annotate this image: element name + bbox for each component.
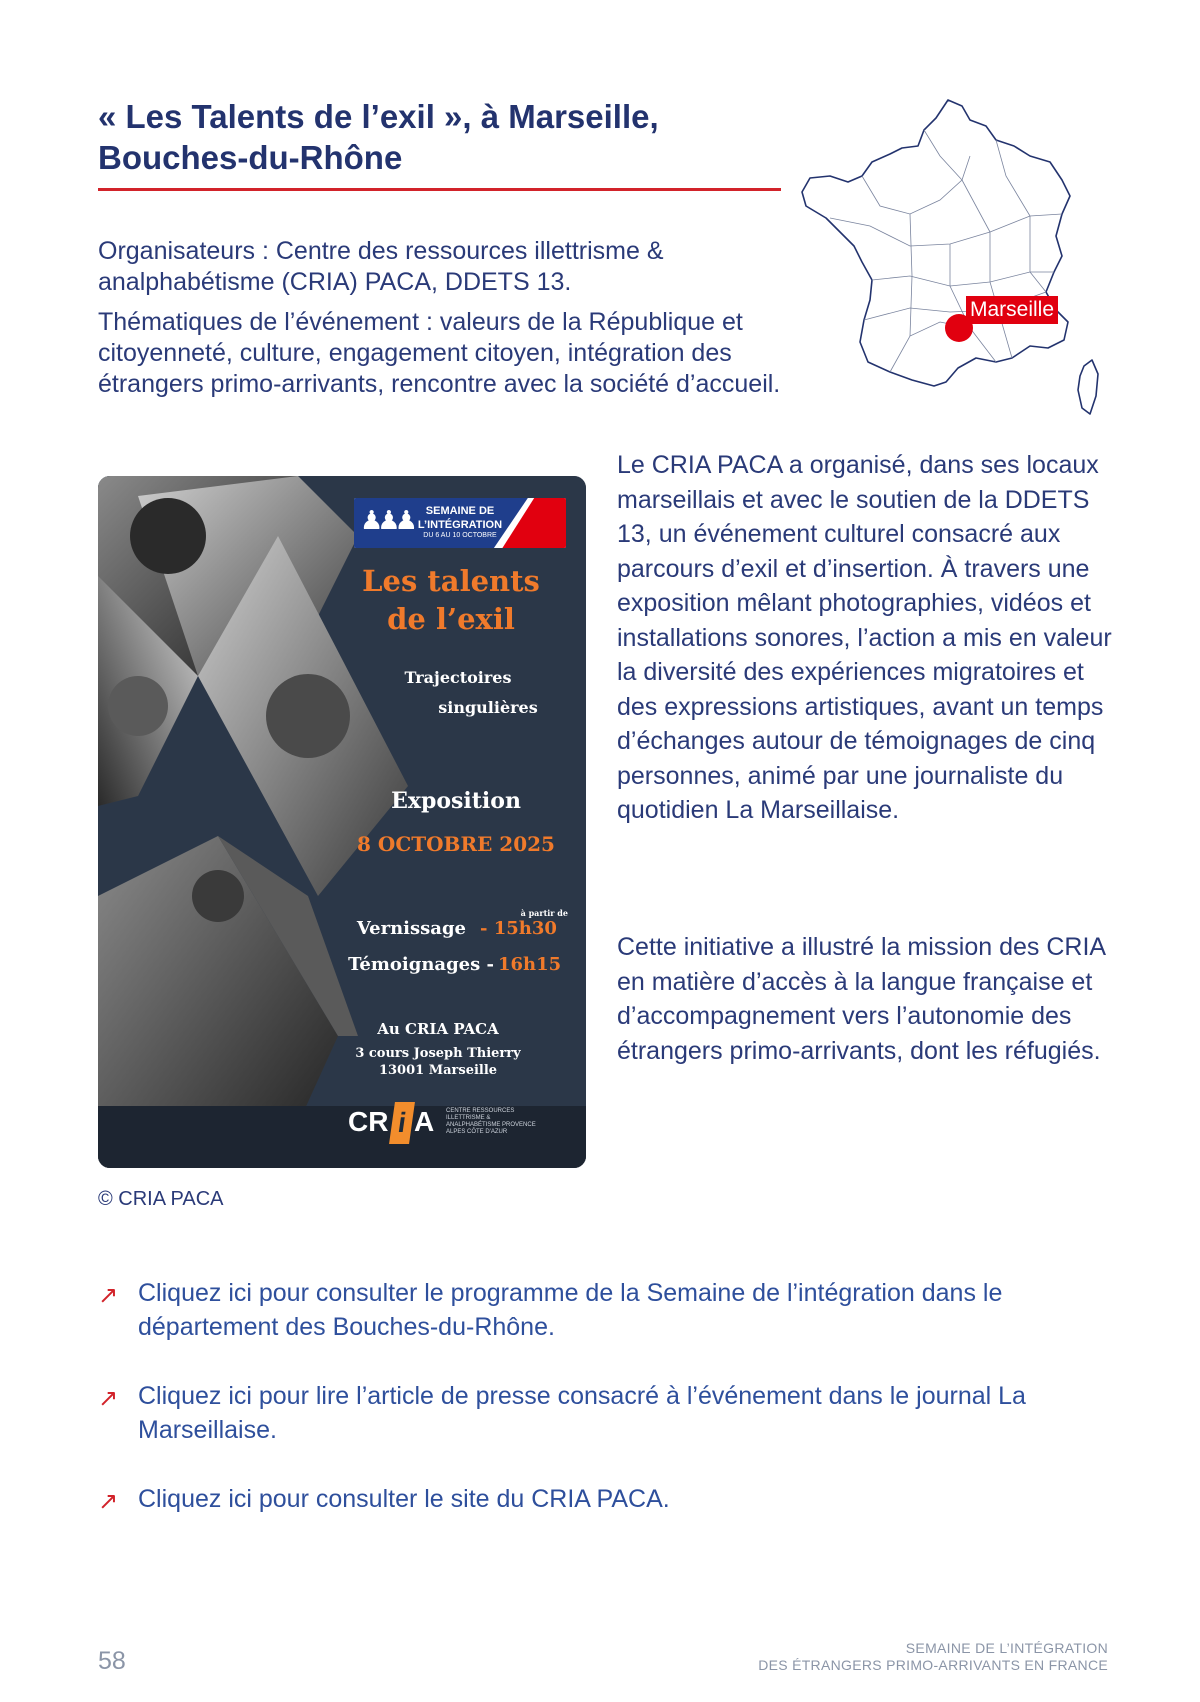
external-arrow-icon: ↗ bbox=[98, 1487, 119, 1515]
poster-temoignages-label: Témoignages - bbox=[348, 954, 494, 975]
link-cria-site-text[interactable]: Cliquez ici pour consulter le site du CRIA PACA. bbox=[138, 1485, 670, 1513]
poster-title-1: Les talents bbox=[362, 564, 540, 598]
footer-line-2: DES ÉTRANGERS PRIMO-ARRIVANTS EN FRANCE bbox=[758, 1657, 1108, 1673]
poster-subtitle-1: Trajectoires bbox=[404, 668, 512, 687]
poster-venue: Au CRIA PACA bbox=[377, 1020, 499, 1038]
event-poster bbox=[98, 476, 586, 1168]
poster-temoignages-time: 16h15 bbox=[498, 954, 562, 975]
footer-publication bbox=[758, 1640, 1108, 1674]
poster-address-1: 3 cours Joseph Thierry bbox=[355, 1046, 521, 1061]
france-map bbox=[800, 96, 1110, 441]
page-title bbox=[98, 96, 798, 178]
poster-date: 8 OCTOBRE 2025 bbox=[357, 832, 555, 856]
cria-logo bbox=[348, 1106, 548, 1146]
page-number: 58 bbox=[98, 1647, 126, 1675]
footer-line-1: SEMAINE DE L’INTÉGRATION bbox=[905, 1640, 1108, 1656]
poster-vernissage-label: Vernissage bbox=[356, 918, 466, 939]
poster-subtitle-2: singulières bbox=[438, 698, 538, 717]
people-icon: ♟♟♟ bbox=[360, 506, 412, 536]
title-divider bbox=[98, 188, 781, 191]
organisers-text: Organisateurs : Centre des ressources illettrisme & analphabétisme (CRIA) PACA, DDETS 13. bbox=[98, 237, 664, 296]
link-press-article-text[interactable]: Cliquez ici pour lire l’article de presse consacré à l’événement dans le journal La Marseillaise. bbox=[138, 1382, 1026, 1444]
cria-logo-a: A bbox=[414, 1106, 435, 1137]
cria-logo-cr: CR bbox=[348, 1106, 389, 1137]
title-line-1: « Les Talents de l’exil », à Marseille, bbox=[98, 98, 659, 135]
cria-logo-caption: CENTRE RESSOURCES ILLETTRISME & ANALPHABÉTISME PROVENCE ALPES CÔTE D'AZUR bbox=[446, 1108, 536, 1135]
poster-banner bbox=[354, 498, 566, 548]
themes-text: Thématiques de l’événement : valeurs de la République et citoyenneté, culture, engagement citoyen, intégration des étrangers primo-arrivants, rencontre avec la société d’accueil. bbox=[98, 308, 781, 398]
cria-logo-i: i bbox=[389, 1102, 415, 1144]
map-label-marseille: Marseille bbox=[966, 296, 1058, 324]
poster-address-2: 13001 Marseille bbox=[378, 1063, 498, 1078]
poster-banner-dates: DU 6 AU 10 OCTOBRE bbox=[423, 532, 497, 539]
poster-vernissage-time: - 15h30 bbox=[480, 918, 557, 939]
body-paragraph-1: Le CRIA PACA a organisé, dans ses locaux marseillais et avec le soutien de la DDETS 13, un événement culturel consacré aux parcours d’exil et d’insertion. À travers une exposition mêlant photographies, vidéos et installations sonores, l’action a mis en valeur la diversité des expériences migratoires et des expressions artistiques, avant un temps d’échanges autour de témoignages de cinq personnes, animé par une journaliste du quotidien La Marseillaise. bbox=[617, 451, 1112, 824]
poster-title-2: de l’exil bbox=[387, 602, 515, 636]
external-arrow-icon: ↗ bbox=[98, 1281, 119, 1309]
poster-expo: Exposition bbox=[391, 788, 521, 814]
link-programme-text[interactable]: Cliquez ici pour consulter le programme de la Semaine de l’intégration dans le département des Bouches-du-Rhône. bbox=[138, 1279, 1003, 1341]
poster-from-label: à partir de bbox=[520, 908, 568, 918]
poster-banner-title: SEMAINE DE L’INTÉGRATION bbox=[417, 505, 503, 531]
title-line-2: Bouches-du-Rhône bbox=[98, 139, 403, 176]
external-arrow-icon: ↗ bbox=[98, 1384, 119, 1412]
body-paragraph-2: Cette initiative a illustré la mission des CRIA en matière d’accès à la langue française et d’accompagnement vers l’autonomie des étrangers primo-arrivants, dont les réfugiés. bbox=[617, 933, 1105, 1065]
photo-credit: © CRIA PACA bbox=[98, 1188, 224, 1210]
